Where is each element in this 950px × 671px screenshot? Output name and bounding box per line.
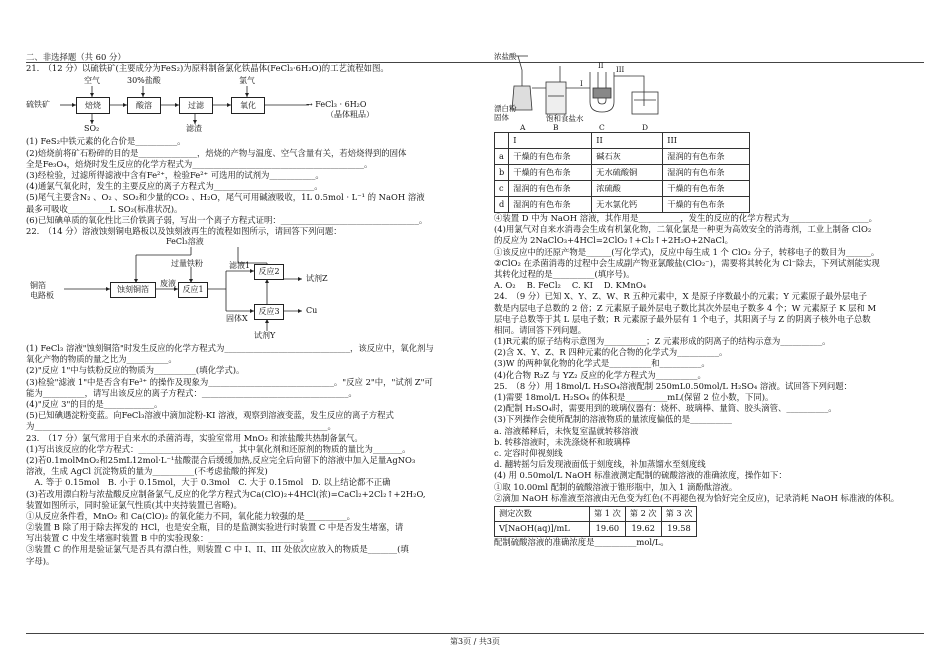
right-line: (4) 用 0.50mol/L NaOH 标准液测定配制的硫酸溶液的准确浓度，操作如下： [494, 470, 787, 481]
table-cell: 浓硫酸 [592, 181, 663, 197]
table-header-row [495, 506, 697, 521]
flow-box-acid-dissolve: 酸溶 [127, 97, 161, 114]
reagent-choice-table [494, 132, 750, 213]
table-cell: 碱石灰 [592, 149, 663, 165]
table-cell: 湿润的有色布条 [663, 149, 750, 165]
table-header-row [495, 133, 750, 149]
q22-line: (1) FeCl₃ 溶液"蚀刻铜箔"时发生反应的化学方程式为______________________________，该反应中，氧化剂与 [26, 343, 434, 354]
table-cell: 湿润的有色布条 [663, 165, 750, 181]
q22-flow-arrows [26, 237, 482, 341]
flow-fecl3-solution: FeCl₃溶液 [166, 237, 204, 247]
q22-line: 为______________________________________________________________________。 [26, 421, 336, 432]
right-line: (1)需要 18mol/L H₂SO₄ 的体积是__________mL(保留 2 位小数，下同)。 [494, 392, 774, 402]
flow-box-etch: 蚀刻铜箔 [110, 282, 156, 298]
flow-filtrate1: 滤液1 [229, 261, 251, 271]
table-cell: 干燥的有色布条 [509, 149, 592, 165]
table-row [495, 197, 750, 213]
right-line: 相同。请回答下列问题。 [494, 324, 587, 335]
q21-line: (5)尾气主要含N₂ 、O₂ 、SO₂和少量的CO₂ 、H₂O，尾气可用碱液吸收，1L 0.5mol · L⁻¹ 的 NaOH 溶液 [26, 192, 425, 203]
table-cell: 19.62 [625, 521, 661, 536]
left-column [26, 52, 482, 567]
flow-box-reaction3: 反应3 [254, 304, 284, 320]
flow-output-residue: 滤渣 [186, 124, 202, 134]
q21-line: 全是Fe₃O₄，焙烧时发生反应的化学方程式为_________________________________________。 [26, 158, 373, 169]
q23-options: A. 等于 0.15mol B. 小于 0.15mol，大于 0.3mol C. 大于 0.15mol D. 以上结论都不正确 [26, 477, 391, 488]
flow-box-reaction2: 反应2 [254, 264, 284, 280]
right-line: ①该反应中的还原产物是______(写化学式)，反应中每生成 1 个 ClO₂ 分子，转移电子的数目为______。 [494, 246, 880, 257]
table-header-cell: II [592, 133, 663, 149]
table-row [495, 181, 750, 197]
flow-input-hcl: 30%盐酸 [127, 76, 161, 86]
table-cell: b [495, 165, 509, 181]
right-line: ②滴加 NaOH 标准液至溶液由无色变为红色(不再褪色视为恰好完全反应)，记录消耗 NaOH 标准液的体积。 [494, 492, 900, 503]
right-line: 层电子总数等于其 L 层电子数；R 元素原子最外层有 1 个电子，其阳离子与 Z 的阴离子核外电子总数 [494, 313, 871, 324]
table-row [495, 521, 697, 536]
q21-line: 最多可吸收__________L SO₂(标准状况)。 [26, 203, 183, 214]
table-cell: 干燥的有色布条 [509, 165, 592, 181]
table-row [495, 165, 750, 181]
q22-line: 能为__________，请写出该反应的离子方程式：___________________________________。 [26, 387, 357, 398]
table-header-cell: 第 3 次 [661, 506, 697, 521]
q23-line: ③装置 C 的作用是验证氯气是否具有漂白性，则装置 C 中 I、II、III 处依次应放入的物质是_______(填 [26, 544, 409, 555]
titration-table [494, 506, 697, 537]
right-option: a. 溶液稀释后，未恢复室温就转移溶液 [494, 425, 639, 436]
label-conc-hcl: 浓盐酸 [494, 52, 517, 61]
right-line: ④装置 D 中为 NaOH 溶液，其作用是__________，发生的反应的化学方程式为___________________。 [494, 213, 878, 223]
q21-line: (2)焙烧前将矿石粉碎的目的是______________，焙烧的产物与温度、空气含量有关，若焙烧得到的固体 [26, 147, 407, 158]
mark-iii: III [616, 66, 625, 74]
footer-rule [26, 633, 924, 634]
right-line: 的反应为 2NaClO₃+4HCl=2ClO₂↑+Cl₂↑+2H₂O+2NaCl。 [494, 235, 734, 246]
flow-input-air: 空气 [84, 76, 100, 86]
q22-stem: 22. （14 分）溶液蚀刻铜电路板以及蚀刻液再生的流程如图所示，请回答下列问题： [26, 225, 342, 236]
q22-line: (4)"反应 3"的目的是____________。 [26, 399, 163, 409]
right-line: (1)R元素的原子结构示意图为__________；Z 元素形成的阴离子的结构示意为__________。 [494, 336, 831, 347]
right-option: d. 翻转摇匀后发现液面低于刻度线，补加蒸馏水至刻度线 [494, 459, 706, 470]
flow-reagent-z: 试剂Z [306, 274, 328, 284]
label-a: A [520, 123, 526, 132]
q21-line: (3)经检验，过滤所得滤液中含有Fe²⁺，检验Fe²⁺ 可选用的试剂为___________。 [26, 169, 324, 180]
q22-flowchart [26, 237, 482, 341]
q23-line: ①从反应条件看，MnO₂ 和 Ca(ClO)₂ 的氧化能力不同，氧化能力较强的是__________。 [26, 510, 356, 521]
q23-line: (1)写出该反应的化学方程式：______________________，其中氧化剂和还原剂的物质的量比为_______。 [26, 443, 411, 454]
q23-line: 装置如图所示，同时验证氯气性质(其中夹持装置已省略)。 [26, 499, 242, 510]
flow-reagent-y: 试剂Y [254, 331, 276, 341]
apparatus-diagram [494, 52, 924, 132]
right-line: 25. （8 分）用 18mol/L H₂SO₄溶液配制 250mL0.50mol/L H₂SO₄ 溶液。试回答下列问题： [494, 380, 853, 391]
label-brine: 饱和食盐水 [546, 114, 584, 123]
q23-line: 溶液，生成 AgCl 沉淀物质的量为__________(不考虑盐酸的挥发) [26, 466, 268, 477]
q22-line: (2)"反应 1"中与铁粉反应的物质为__________(填化学式)。 [26, 365, 245, 376]
right-line: 24. （9 分）已知 X、Y、Z、W、R 五种元素中，X 是原子序数最小的元素；Y 元素原子最外层电子 [494, 291, 867, 302]
table-header-cell: 第 1 次 [590, 506, 626, 521]
table-cell: c [495, 181, 509, 197]
flow-solid-x: 固体X [226, 314, 248, 324]
flow-excess-iron: 过量铁粉 [171, 259, 203, 269]
right-options: A. O₂ B. FeCl₂ C. KI D. KMnO₄ [494, 280, 647, 291]
table-row-label: V[NaOH(aq)]/mL [495, 521, 590, 536]
flow-waste-liquid: 废液 [160, 279, 176, 289]
right-column [494, 52, 924, 548]
table-cell: 19.60 [590, 521, 626, 536]
table-cell: 无水氯化钙 [592, 197, 663, 213]
flow-output-so2: SO₂ [84, 124, 100, 134]
q23-line: 字母)。 [26, 555, 55, 566]
q22-line: 氧化产物的物质的量之比为__________。 [26, 354, 177, 365]
table-header-cell: 测定次数 [495, 506, 590, 521]
right-line: (4)化合物 R₂Z 与 YZ₂ 反应的化学方程式为__________。 [494, 369, 706, 380]
label-bleaching-powder: 漂白粉 [494, 104, 517, 113]
right-line: ①取 10.00ml 配制的硫酸溶液于锥形瓶中，加入 1 滴酚酞溶液。 [494, 481, 738, 492]
q21-flowchart [26, 76, 482, 134]
page-footer: 第3页 / 共3页 [450, 637, 500, 646]
right-line: (2)含 X、Y、Z、R 四种元素的化合物的化学式为__________。 [494, 347, 728, 358]
q21-stem: 21. （12 分）以硫铁矿(主要成分为FeS₂)为原料制备氯化铁晶体(FeCl₃·6H₂O)的工艺流程如图。 [26, 63, 389, 74]
q23-line: (2)若0.1molMnO₂和25mL12mol·L⁻¹盐酸混合后缓缓加热,反应完全后向留下的溶液中加入足量AgNO₃ [26, 454, 416, 465]
flow-box-reaction1: 反应1 [178, 282, 208, 298]
label-d: D [642, 123, 649, 132]
flow-copper-product: Cu [306, 306, 318, 316]
apparatus-drawing [494, 52, 694, 132]
flow-input-chlorine: 氯气 [239, 76, 255, 86]
right-line: (2)配制 H₂SO₄时，需要用到的玻璃仪器有：烧杯、玻璃棒、量筒、胶头滴管、__________。 [494, 403, 837, 414]
q22-line: (5)已知碘遇淀粉变蓝。向FeCl₃溶液中滴加淀粉-KI 溶液，观察到溶液变蓝，发生反应的离子方程式 [26, 410, 394, 421]
table-cell: 湿润的有色布条 [509, 197, 592, 213]
table-header-cell: 第 2 次 [625, 506, 661, 521]
table-cell: 干燥的有色布条 [663, 181, 750, 197]
mark-i: I [580, 80, 583, 88]
label-solid: 固体 [494, 113, 509, 122]
label-c: C [599, 123, 605, 132]
table-cell: 19.58 [661, 521, 697, 536]
q23-line: 23. （17 分）氯气常用于自来水的杀菌消毒，实验室常用 MnO₂ 和浓盐酸共热制备氯气。 [26, 432, 363, 443]
q22-line: (3)检验"滤液 1"中是否含有Fe³⁺ 的操作及现象为______________________________。"反应 2"中，"试剂 Z"可 [26, 376, 433, 387]
q21-line: (6)已知碘单质的氧化性比三价铁离子弱，写出一个离子方程式证明：_________________________________。 [26, 214, 428, 225]
table-cell: 干燥的有色布条 [663, 197, 750, 213]
table-cell: a [495, 149, 509, 165]
right-line: 其转化过程的是__________(填序号)。 [494, 268, 635, 279]
table-header-cell [495, 133, 509, 149]
right-line: (3)W 的两种氧化物的化学式是__________和__________。 [494, 358, 710, 369]
label-b: B [553, 123, 559, 132]
flow-start-ore: 硫铁矿 [26, 100, 50, 110]
q23-line: 写出装置 C 中发生堵塞时装置 B 中的实验现象：______________________。 [26, 533, 309, 544]
q21-line: (1) FeS₂中铁元素的化合价是__________。 [26, 136, 186, 147]
flow-box-filter: 过滤 [179, 97, 213, 114]
right-line: (4)用氯气对自来水消毒会生成有机氯化物，二氧化氯是一种更为高效安全的消毒剂，工业上制备 ClO₂ [494, 224, 872, 235]
final-question-line: 配制硫酸溶液的准确浓度是__________mol/L。 [494, 536, 669, 547]
q23-line: (3)若改用漂白粉与浓盐酸反应制备氯气,反应的化学方程式为Ca(ClO)₂+4HCl(浓)=CaCl₂+2Cl₂↑+2H₂O, [26, 488, 426, 499]
flow-copper-pcb: 铜箔 电路板 [30, 281, 54, 300]
flow-box-oxidize: 氧化 [231, 97, 265, 114]
q21-line: (4)通氯气氧化时，发生的主要反应的离子方程式为________________________。 [26, 181, 323, 192]
mark-ii: II [598, 62, 604, 70]
right-option: c. 定容时仰视刻线 [494, 447, 563, 458]
right-line: ②ClO₂ 在杀菌消毒的过程中会生成副产物亚氯酸盐(ClO₂⁻)，需要将其转化为 Cl⁻除去，下列试剂能实现 [494, 257, 880, 268]
flow-box-roast: 焙烧 [76, 97, 110, 114]
table-cell: 湿润的有色布条 [509, 181, 592, 197]
right-line: 数是内层电子总数的 2 倍；Z 元素原子最外层电子数比其次外层电子数多 4 个；W 元素原子 K 层和 M [494, 302, 877, 313]
flow-product: → FeCl₃ · 6H₂O [306, 100, 367, 110]
flow-product-note: （晶体粗品） [326, 110, 374, 120]
q23-line: ②装置 B 除了用于除去挥发的 HCl，也是安全瓶，目的是监测实验进行时装置 C 中是否发生堵塞，请 [26, 522, 404, 533]
right-option: b. 转移溶液时，未洗涤烧杯和玻璃棒 [494, 436, 631, 447]
table-row [495, 149, 750, 165]
table-cell: 无水硫酸铜 [592, 165, 663, 181]
table-header-cell: I [509, 133, 592, 149]
section-heading: 二、非选择题（共 60 分） [26, 52, 126, 62]
table-cell: d [495, 197, 509, 213]
right-line: (3)下列操作会使所配制的溶液物质的量浓度偏低的是__________ [494, 414, 732, 425]
table-header-cell: III [663, 133, 750, 149]
